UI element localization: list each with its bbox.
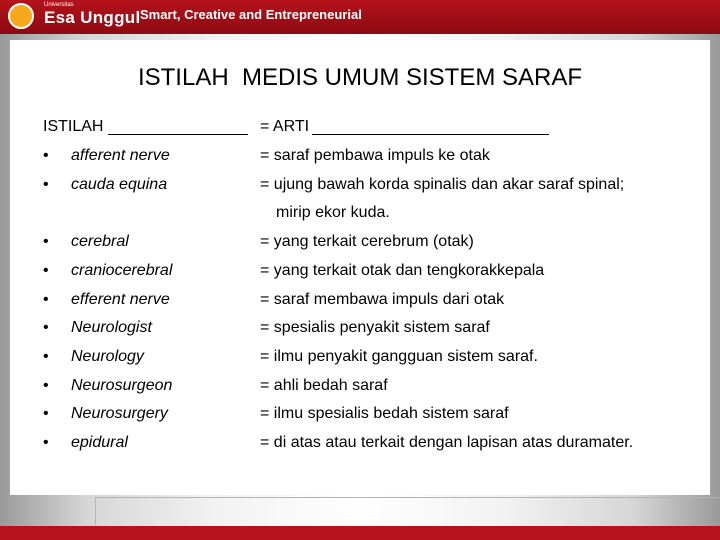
meaning-text: = ujung bawah korda spinalis dan akar saraf spinal;	[260, 176, 625, 193]
term-item	[43, 319, 152, 337]
bullet: •	[43, 319, 49, 336]
term-label: epidural	[71, 434, 128, 451]
meaning-text: = ahli bedah saraf	[260, 377, 388, 394]
term-item	[43, 377, 172, 395]
term-item	[43, 405, 168, 423]
term-label: craniocerebral	[71, 262, 173, 279]
meaning-text-continuation: mirip ekor kuda.	[276, 204, 390, 221]
slide-title: ISTILAH MEDIS UMUM SISTEM SARAF	[137, 64, 583, 91]
meaning-text: = yang terkait otak dan tengkorakkepala	[260, 262, 545, 279]
term-label: Neurosurgeon	[71, 377, 173, 394]
meaning-column-header: = ARTI	[260, 118, 310, 135]
tagline: Smart, Creative and Entrepreneurial	[140, 7, 362, 22]
term-column-header: ISTILAH	[43, 118, 104, 135]
term-header-underline	[108, 134, 248, 135]
footer-bar	[0, 526, 720, 540]
term-label: Neurosurgery	[71, 405, 168, 422]
bullet: •	[43, 377, 49, 394]
term-label: Neurology	[71, 348, 144, 365]
term-label: afferent nerve	[71, 147, 170, 164]
bullet: •	[43, 262, 49, 279]
bullet: •	[43, 291, 49, 308]
bullet: •	[43, 348, 49, 365]
bullet: •	[43, 147, 49, 164]
term-label: efferent nerve	[71, 291, 170, 308]
meaning-text: = ilmu penyakit gangguan sistem saraf.	[260, 348, 538, 365]
meaning-text: = ilmu spesialis bedah sistem saraf	[260, 405, 509, 422]
term-item	[43, 233, 129, 251]
term-item	[43, 348, 144, 366]
logo-small-text: Universitas	[44, 2, 74, 8]
header-bar	[0, 0, 720, 34]
bullet: •	[43, 405, 49, 422]
meaning-header-underline	[312, 134, 549, 135]
term-label: cerebral	[71, 233, 129, 250]
meaning-text: = spesialis penyakit sistem saraf	[260, 319, 490, 336]
term-item	[43, 147, 170, 165]
term-item	[43, 291, 170, 309]
university-logo-icon	[8, 3, 34, 29]
meaning-text: = di atas atau terkait dengan lapisan atas duramater.	[260, 434, 634, 451]
footer-frame	[95, 497, 720, 525]
term-label: Neurologist	[71, 319, 152, 336]
meaning-text: = yang terkait cerebrum (otak)	[260, 233, 474, 250]
term-label: cauda equina	[71, 176, 168, 193]
term-item	[43, 434, 128, 452]
term-item	[43, 262, 172, 280]
logo-text: Esa Unggul	[44, 8, 141, 27]
bullet: •	[43, 434, 49, 451]
meaning-text: = saraf membawa impuls dari otak	[260, 291, 505, 308]
meaning-text: = saraf pembawa impuls ke otak	[260, 147, 490, 164]
term-item	[43, 176, 167, 194]
bullet: •	[43, 176, 49, 193]
bullet: •	[43, 233, 49, 250]
